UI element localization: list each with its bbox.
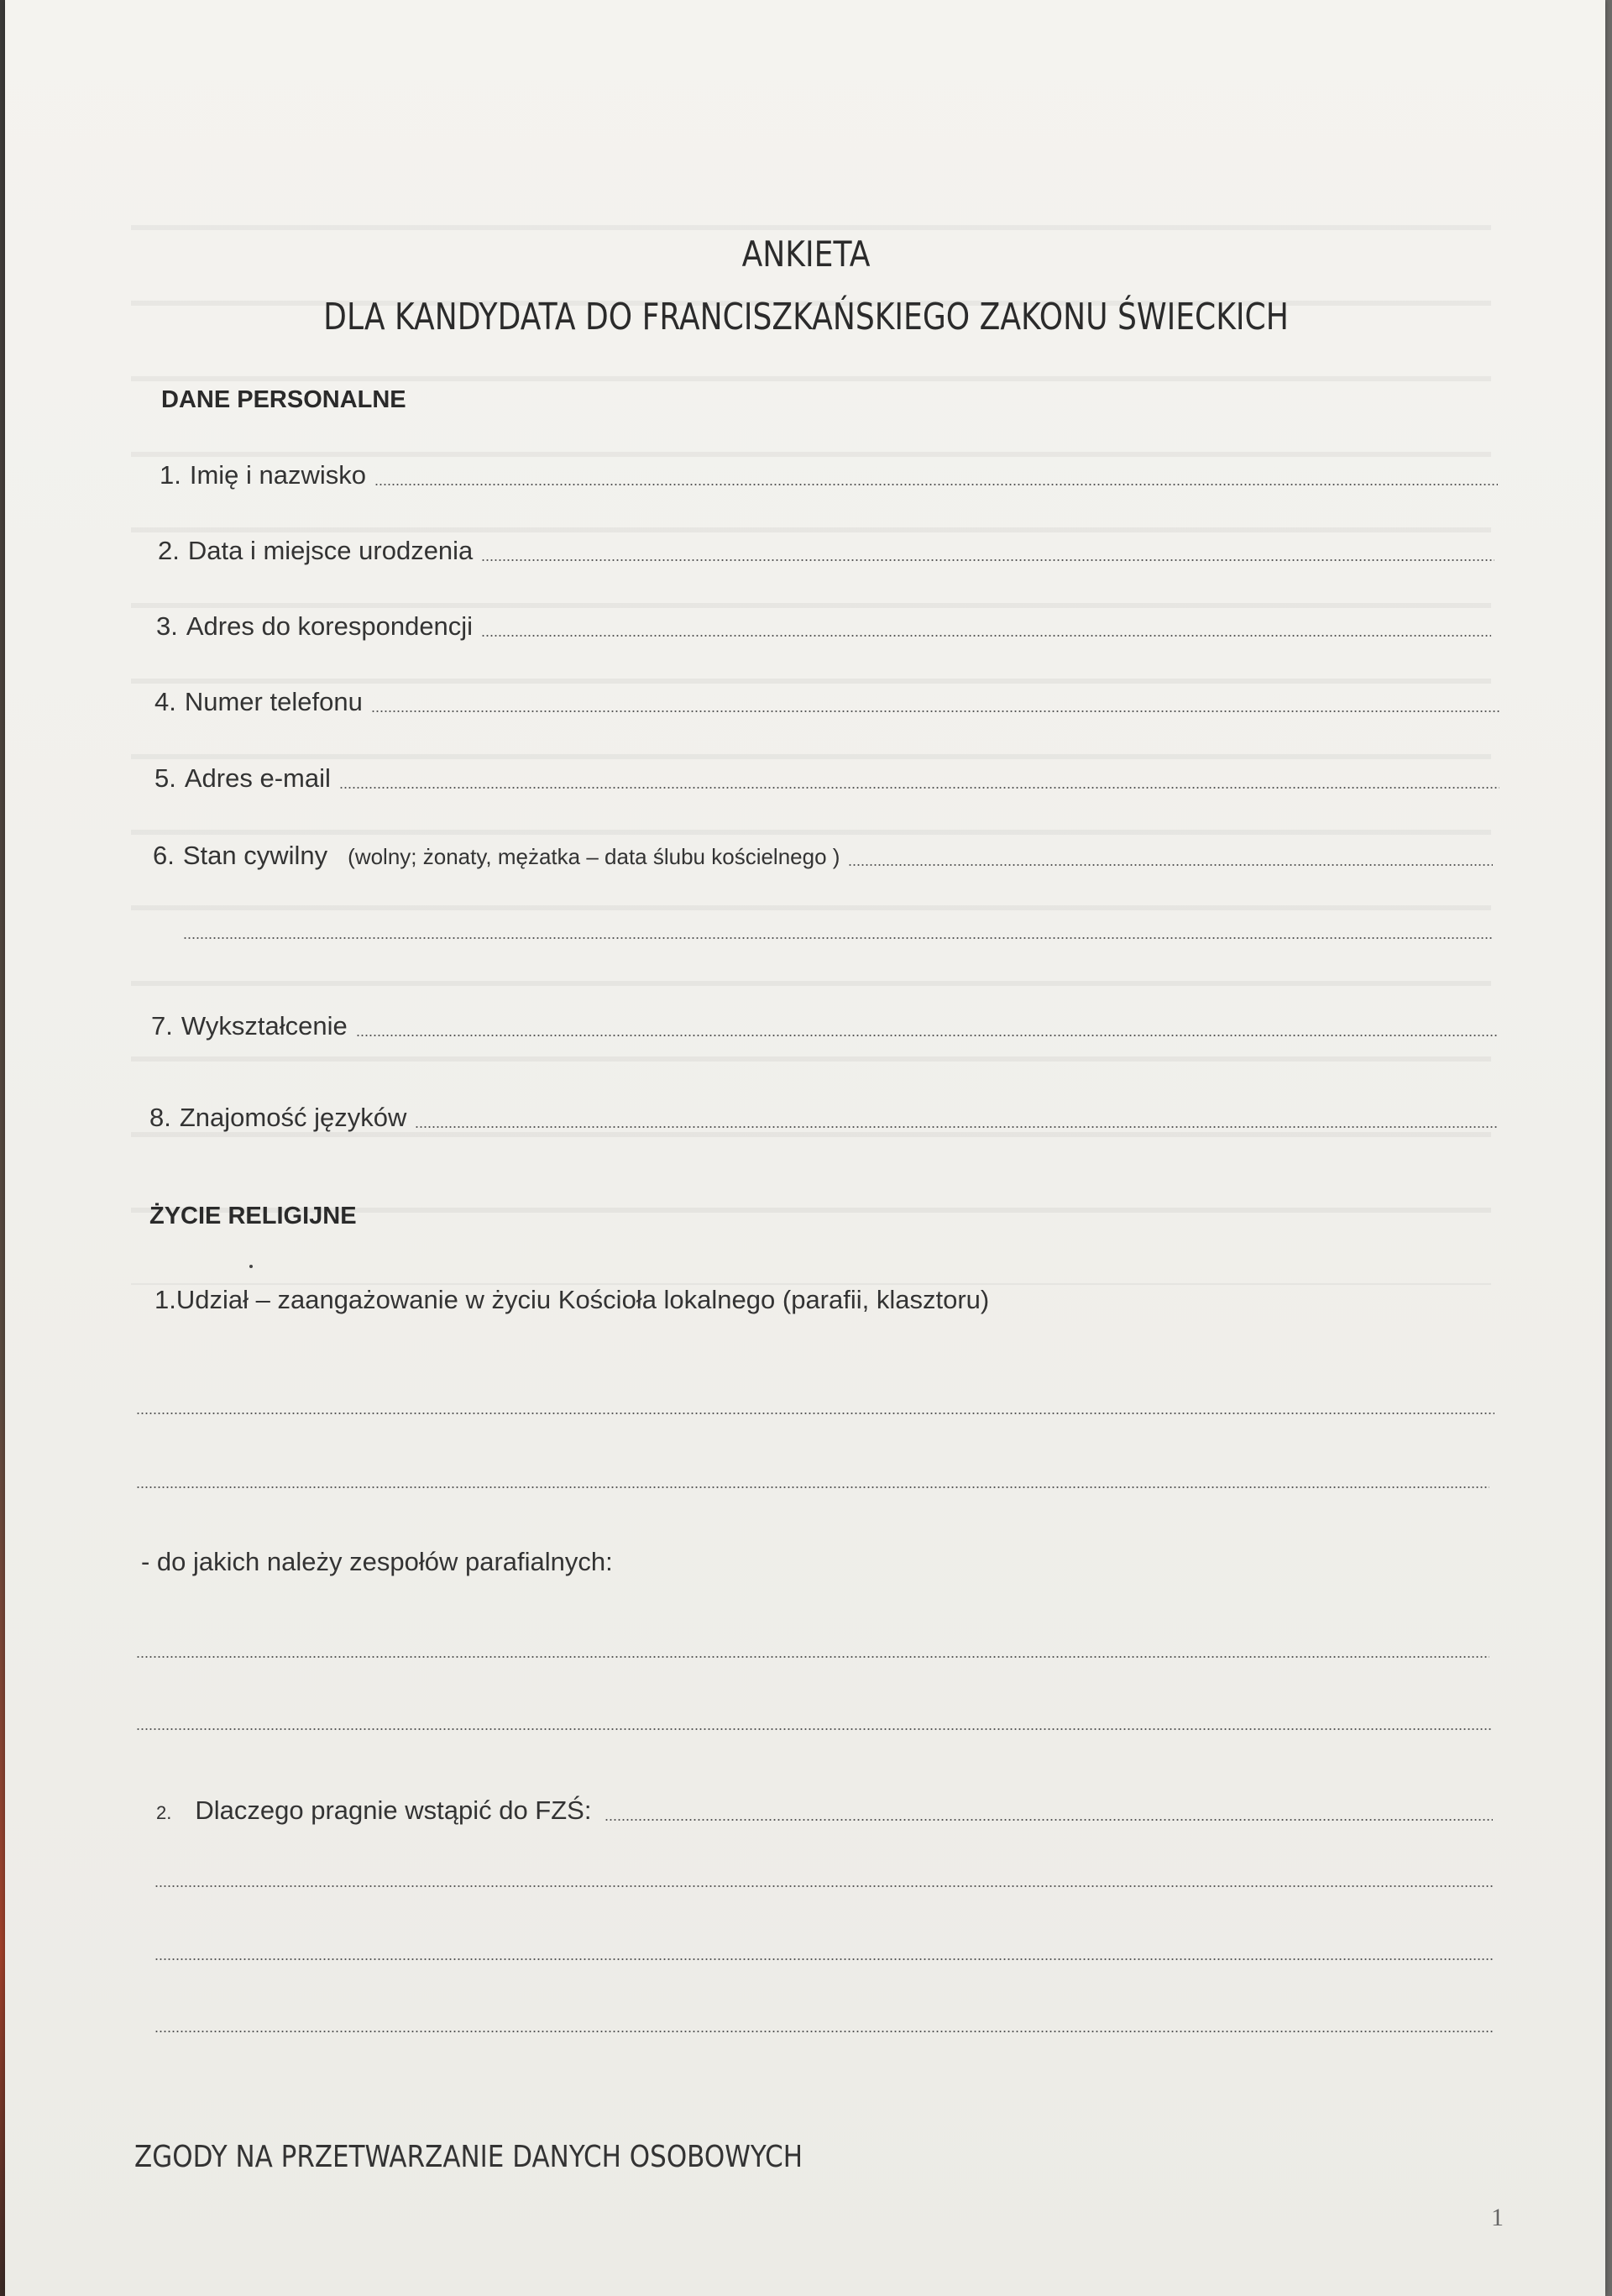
field-number: 5.	[154, 763, 176, 793]
section-heading-personal: DANE PERSONALNE	[161, 386, 406, 413]
field-label: Adres e-mail	[184, 763, 331, 793]
question-number: 1.	[154, 1285, 176, 1314]
fill-in-line[interactable]	[356, 1035, 1498, 1036]
field-label: Adres do korespondencji	[186, 611, 474, 641]
field-number: 8.	[149, 1103, 171, 1132]
fill-in-line[interactable]	[481, 559, 1494, 561]
answer-line[interactable]	[136, 1486, 1489, 1488]
document-title: ANKIETA	[741, 233, 871, 275]
answer-line[interactable]	[604, 1819, 1493, 1821]
field-number: 1.	[160, 460, 181, 490]
answer-line[interactable]	[136, 1413, 1494, 1414]
fill-in-line[interactable]	[415, 1126, 1498, 1128]
field-label: Numer telefonu	[184, 687, 363, 716]
field-number: 7.	[151, 1011, 173, 1041]
field-languages[interactable]	[149, 1103, 1498, 1133]
question-motivation[interactable]	[156, 1795, 1493, 1826]
fill-in-line[interactable]	[183, 937, 1493, 939]
question-label: Udział – zaangażowanie w życiu Kościoła lokalnego (parafii, klasztoru)	[175, 1285, 990, 1314]
field-label: Imię i nazwisko	[189, 460, 367, 490]
field-birth-date-place[interactable]	[158, 536, 1494, 566]
section-heading-religious: ŻYCIE RELIGIJNE	[149, 1203, 357, 1229]
field-label: Wykształcenie	[181, 1011, 348, 1041]
field-number: 3.	[156, 611, 178, 641]
fill-in-line[interactable]	[339, 787, 1499, 789]
field-label: Data i miejsce urodzenia	[187, 536, 474, 565]
answer-line[interactable]	[154, 1958, 1493, 1960]
field-number: 4.	[154, 687, 176, 716]
field-education[interactable]	[151, 1011, 1498, 1041]
fill-in-line[interactable]	[481, 635, 1491, 637]
field-email[interactable]	[154, 763, 1499, 794]
answer-line[interactable]	[136, 1728, 1491, 1730]
consent-section-heading: ZGODY NA PRZETWARZANIE DANYCH OSOBOWYCH	[134, 2140, 803, 2174]
field-label: Znajomość języków	[179, 1103, 407, 1132]
field-phone-number[interactable]	[154, 687, 1501, 717]
field-number: 2.	[158, 536, 180, 565]
form-page	[5, 0, 1605, 2296]
question-parish-involvement	[154, 1285, 989, 1315]
question-parish-groups: - do jakich należy zespołów parafialnych:	[141, 1547, 613, 1576]
field-hint: (wolny; żonaty, mężatka – data ślubu kościelnego )	[348, 844, 840, 869]
page-number: 1	[1491, 2204, 1504, 2231]
field-number: 6.	[153, 841, 175, 870]
answer-line[interactable]	[136, 1656, 1489, 1658]
question-label: Dlaczego pragnie wstąpić do FZŚ:	[195, 1795, 592, 1825]
field-mailing-address[interactable]	[156, 611, 1491, 642]
fill-in-line[interactable]	[848, 864, 1493, 866]
field-label: Stan cywilny	[182, 841, 328, 870]
stray-mark	[249, 1265, 253, 1268]
fill-in-line[interactable]	[371, 710, 1501, 712]
field-full-name[interactable]	[160, 460, 1498, 490]
fill-in-line[interactable]	[374, 484, 1498, 485]
document-subtitle: DLA KANDYDATA DO FRANCISZKAŃSKIEGO ZAKONU ŚWIECKICH	[323, 296, 1289, 338]
answer-line[interactable]	[154, 2031, 1493, 2032]
field-marital-status[interactable]	[153, 841, 1493, 871]
answer-line[interactable]	[154, 1885, 1493, 1887]
question-number: 2.	[156, 1802, 172, 1823]
